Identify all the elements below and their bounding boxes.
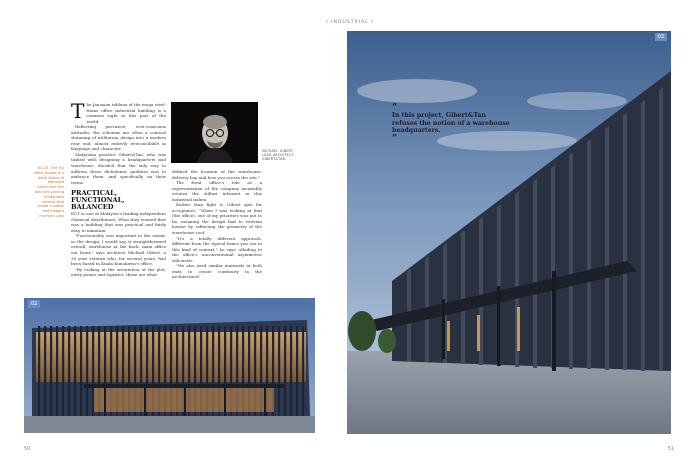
paragraph: "It's a totally different approach, different from the typical boxes you see in this kind of context," he says, alluding to the office's unconventional asymmetric silhouette. [172, 235, 262, 263]
page-number: 51 [667, 446, 674, 452]
building-photo-dusk [24, 298, 315, 433]
paragraph: ECT is one of Malaysia's leading independent chemical distributors. What they wanted first was a building that was practical and fairly easy to maintain. [71, 211, 166, 233]
photo-number-badge: 02 [28, 300, 40, 308]
portrait-caption: MICHAEL GIBERT, LEAD ARCHITECT, GIBERT&TAN [262, 149, 295, 162]
left-page [0, 0, 346, 471]
pull-quote-text: In this project, Gibert&Tan refuses the notion of a warehouse headquarters. [392, 112, 510, 135]
paragraph: "By looking at the orientation of the plot, entry points and logistics, these are what [71, 266, 166, 278]
subheading: PRACTICAL, FUNCTIONAL, BALANCED [71, 189, 125, 212]
facade-photo-image [347, 31, 671, 434]
dropcap: T [71, 99, 85, 123]
portrait-image [171, 102, 258, 163]
paragraph: "Functionality was important to the owner, so the design, I would say, is straightforward overall, warehouse at the back, main office out front," says architect Michael Gibert, a 30 year veteran who, for several years, had been based in Kuala Kunokawa's office. [71, 233, 166, 267]
pull-quote [392, 104, 510, 143]
photo-number-badge: 03 [655, 33, 667, 41]
paragraph [71, 99, 166, 124]
quote-close-mark: ” [392, 133, 398, 144]
quote-open-mark: “ [392, 103, 398, 113]
paragraph: Reflecting pervasive, cost-conscious attitudes, the schemes are often a comical shunning of utilitarian design into a modern rear end, almost entirely irreconcilable in language and character. [71, 124, 166, 152]
building-photo-image [24, 298, 315, 433]
page-number: 50 [24, 446, 31, 452]
paragraph: Rather than fight it, Gibert opts for acceptance. "When I was looking at that (the office), one of my priorities was not to be, meaning the design had to restrain honest by reflecting the geometry of the warehouse roof. [172, 202, 262, 236]
paragraph: Malaysian practice Gibert&Tan, who was tasked with designing a headquarters and warehouse, decided that the only way to address these dichotomic qualities was to embrace them, and specifically on their terms. [71, 151, 166, 185]
article-column-2 [172, 169, 262, 280]
article-column-1 [71, 99, 166, 278]
sidebar-caption: 02-03. The HQ office facade is a deep lattice of extruded aluminium fins that has varying tenderness centres that create a subtle and elegant rhythmic play [33, 166, 64, 218]
paragraph: "We also used similar materials at both ends to create continuity in the architectural [172, 263, 262, 280]
building-photo-facade [347, 31, 671, 434]
section-tag: / INDUSTRIAL / [326, 20, 374, 25]
paragraph-text: he Janusian tableau of the mega steel-frame office industrial building is a common sight in this part of the world. [86, 102, 166, 124]
paragraph: The front office's role as a representation of the company invariably creates the stillest inherent in this industrial milieu. [172, 180, 262, 202]
architect-portrait [171, 102, 258, 163]
paragraph: defined the location of the warehouse, delivery bay and how you access the site." [172, 169, 262, 180]
